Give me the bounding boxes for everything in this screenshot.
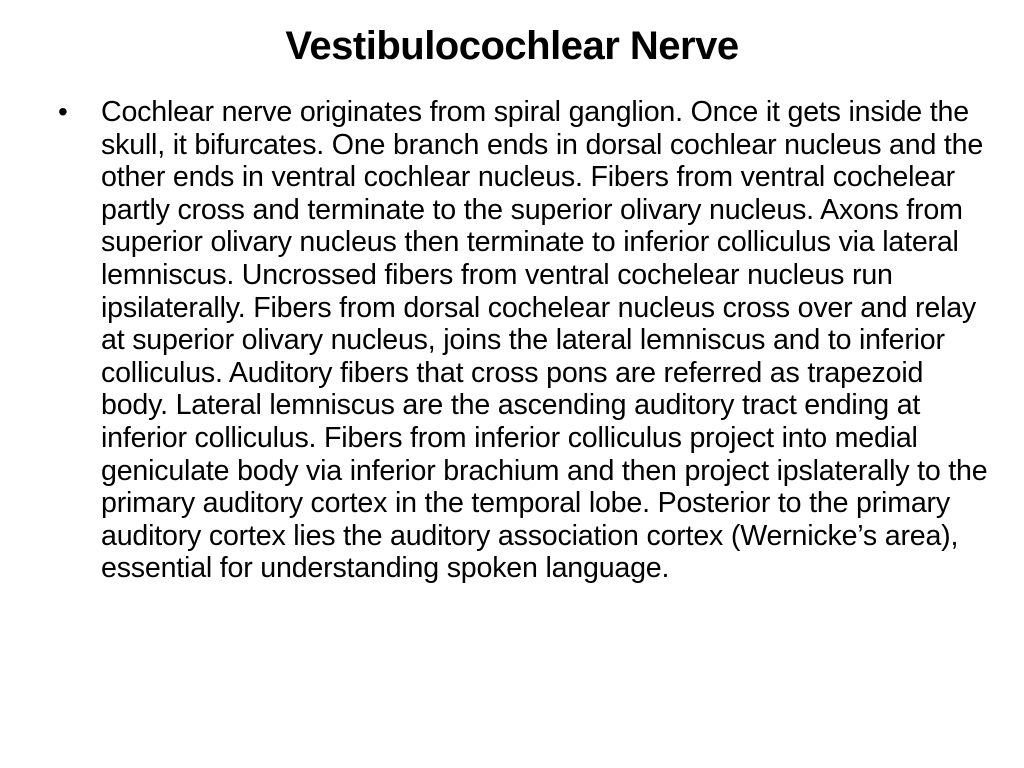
slide-title: Vestibulocochlear Nerve	[285, 24, 739, 68]
bullet-text: Cochlear nerve originates from spiral ganglion. Once it gets inside the skull, it bifurcates. One branch ends in dorsal cochlear nucleus and the other ends in ventral cochlear nucleus. Fibers from ventral cochelear partly cross and terminate to the superior olivary nucleus. Axons from superior olivary nucleus then terminate to inferior colliculus via lateral lemniscus. Uncrossed fibers from ventral cochelear nucleus run ipsilaterally. Fibers from dorsal cochelear nucleus cross over and relay at superior olivary nucleus, joins the lateral lemniscus and to inferior colliculus. Auditory fibers that cross pons are referred as trapezoid body. Lateral lemniscus are the ascending auditory tract ending at inferior colliculus. Fibers from inferior colliculus project into medial geniculate body via inferior brachium and then project ipslaterally to the primary auditory cortex in the temporal lobe. Posterior to the primary auditory cortex lies the auditory association cortex (Wernicke’s area), essential for understanding spoken language.	[101, 96, 988, 585]
bullet-marker: •	[58, 96, 68, 127]
bullet-item	[58, 96, 988, 585]
bullet-list	[58, 96, 988, 585]
